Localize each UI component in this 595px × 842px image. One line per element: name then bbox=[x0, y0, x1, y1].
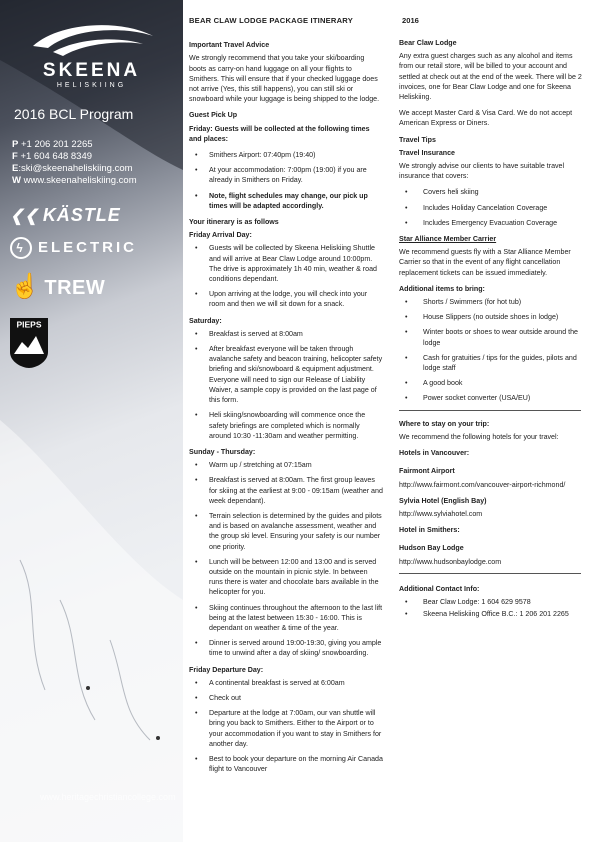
list-item: • Terrain selection is determined by the guides and pilots and is based on avalanche assessment, weather and the group ski level. Ensuring your safety is our number one priority. bbox=[189, 511, 383, 552]
skeena-logo-icon bbox=[28, 18, 158, 58]
itinerary-column bbox=[189, 16, 383, 780]
list-item: • Winter boots or shoes to wear outside around the lodge bbox=[399, 327, 583, 347]
insurance-text: We strongly advise our clients to have suitable travel insurance that covers: bbox=[399, 162, 565, 181]
departure-list bbox=[189, 678, 383, 775]
stay-text: We recommend the following hotels for your travel: bbox=[399, 432, 559, 441]
hotel-smithers-heading: Hotel in Smithers: bbox=[399, 526, 460, 535]
divider bbox=[399, 573, 581, 574]
list-item: • Heli skiing/snowboarding will commence once the safety briefings are completed which is normally around 10:30 -11:30am and weather permitting. bbox=[189, 410, 383, 441]
sylvia-name: Sylvia Hotel (English Bay) bbox=[399, 496, 487, 505]
travel-advice-text: We strongly recommend that you take your ski/boarding boots as carry-on hand luggage on all your flights to Smithers. This will ensure that if your checked luggage does not arrive (Yes, this still happens), you can still ski or snowboard while your luggage is being shipped to the lodge. bbox=[189, 54, 380, 104]
watermark-text: www.heritagechristiancollege.com bbox=[40, 792, 176, 802]
list-item: • Best to book your departure on the morning Air Canada flight to Vancouver bbox=[189, 754, 383, 774]
list-item: • House Slippers (no outside shoes in lodge) bbox=[399, 312, 583, 322]
friday-arrival-heading: Friday Arrival Day: bbox=[189, 231, 252, 240]
trew-logo: ☝ TREW bbox=[10, 273, 106, 300]
itinerary-heading: Your itinerary is as follows bbox=[189, 218, 279, 227]
friday-arrival-list bbox=[189, 243, 383, 309]
list-item: • Cash for gratuities / tips for the guides, pilots and lodge staff bbox=[399, 353, 583, 373]
contact-heading: Additional Contact Info: bbox=[399, 584, 480, 593]
bring-items-heading: Additional items to bring: bbox=[399, 284, 485, 293]
list-item: • Skeena Heliskiing Office B.C.: 1 206 201 2265 bbox=[399, 609, 583, 619]
list-item: • A good book bbox=[399, 378, 583, 388]
lodge-charges-text: Any extra guest charges such as any alcohol and items from our retail store, will be billed to your account and settled at check out at the end of the week. There will be 2 invoices, one for Bear Claw Lodge and one for Skeena Heliskiing. bbox=[399, 52, 582, 102]
pickup-list bbox=[189, 150, 383, 211]
hudson-link[interactable]: http://www.hudsonbaylodge.com bbox=[399, 557, 502, 566]
cards-text: We accept Master Card & Visa Card. We do not accept American Express or Diners. bbox=[399, 109, 573, 128]
svg-text:PIEPS: PIEPS bbox=[16, 319, 42, 330]
email-line[interactable]: E:ski@skeenaheliskiing.com bbox=[12, 163, 133, 174]
saturday-heading: Saturday: bbox=[189, 316, 222, 325]
phone-line: P +1 206 201 2265 bbox=[12, 139, 93, 150]
list-item: • Smithers Airport: 07:40pm (19:40) bbox=[189, 150, 383, 160]
list-item: • At your accommodation: 7:00pm (19:00) if you are already in Smithers on Friday. bbox=[189, 165, 383, 185]
brand-subtitle: HELISKIING bbox=[56, 82, 127, 89]
list-item: • Power socket converter (USA/EU) bbox=[399, 393, 583, 403]
list-item: • Dinner is served around 19:00-19:30, giving you ample time to unwind after a day of skiing/ snowboarding. bbox=[189, 638, 383, 658]
info-column bbox=[399, 16, 583, 625]
sunday-thursday-heading: Sunday - Thursday: bbox=[189, 447, 256, 456]
fairmont-name: Fairmont Airport bbox=[399, 467, 455, 476]
star-alliance-text: We recommend guests fly with a Star Alliance Member Carrier so that in the event of any flight cancellation replacement tickets can be issued immediately. bbox=[399, 248, 571, 277]
sidebar-photo bbox=[0, 0, 183, 842]
list-item: • Breakfast is served at 8:00am bbox=[189, 329, 383, 339]
bolt-icon: ϟ bbox=[10, 237, 32, 259]
list-item: • Upon arriving at the lodge, you will check into your room and then we will sit down for a snack. bbox=[189, 289, 383, 309]
friday-pickup-text: Friday: Guests will be collected at the following times and places: bbox=[189, 124, 370, 143]
divider bbox=[399, 410, 581, 411]
hotels-vancouver-heading: Hotels in Vancouver: bbox=[399, 449, 470, 458]
travel-tips-heading: Travel Tips bbox=[399, 135, 436, 144]
website-line[interactable]: W www.skeenaheliskiing.com bbox=[12, 175, 137, 186]
star-alliance-heading: Star Alliance Member Carrier bbox=[399, 235, 497, 244]
guest-pickup-heading: Guest Pick Up bbox=[189, 111, 238, 120]
lodge-heading: Bear Claw Lodge bbox=[399, 39, 457, 47]
list-item: • After breakfast everyone will be taken through avalanche safety and beacon training, helicopter safety briefing and ski/snowboard & equipment adjustment. Everyone will need to sign our Release of Liability Waiver, a sample copy is provided on the last page of this form. bbox=[189, 344, 383, 405]
departure-heading: Friday Departure Day: bbox=[189, 665, 264, 674]
list-item: • Covers heli skiing bbox=[399, 187, 583, 197]
sylvia-link[interactable]: http://www.sylviahotel.com bbox=[399, 509, 483, 518]
hudson-name: Hudson Bay Lodge bbox=[399, 544, 464, 553]
list-item: • Shorts / Swimmers (for hot tub) bbox=[399, 297, 583, 307]
program-title: 2016 BCL Program bbox=[14, 106, 134, 122]
contact-list bbox=[399, 597, 583, 619]
list-item: • Includes Emergency Evacuation Coverage bbox=[399, 218, 583, 228]
list-item: • Departure at the lodge at 7:00am, our van shuttle will bring you back to Smithers. Either to the Airport or to your accommodation if you want to stay in Smithers for another day. bbox=[189, 708, 383, 749]
list-item: • Bear Claw Lodge: 1 604 629 9578 bbox=[399, 597, 583, 607]
list-item: • Breakfast is served at 8:00am. The first group leaves for skiing at the earliest at 9:00 - 09:15am (weather and week dependant). bbox=[189, 475, 383, 506]
snow-slope-graphic bbox=[0, 0, 183, 842]
fax-line: F +1 604 648 8349 bbox=[12, 151, 93, 162]
pieps-logo-icon bbox=[10, 318, 48, 368]
electric-logo: ϟ ELECTRIC bbox=[10, 237, 137, 259]
insurance-list bbox=[399, 187, 583, 228]
list-item: • Skiing continues throughout the afternoon to the last lift being at the latest between 15:30 - 16:00. This is dependant on weather & time of the year. bbox=[189, 603, 383, 634]
list-item: • A continental breakfast is served at 6:00am bbox=[189, 678, 383, 688]
list-item: • Check out bbox=[189, 693, 383, 703]
fairmont-link[interactable]: http://www.fairmont.com/vancouver-airport-richmond/ bbox=[399, 480, 566, 489]
list-item: • Warm up / stretching at 07:15am bbox=[189, 460, 383, 470]
page-title: BEAR CLAW LODGE PACKAGE ITINERARY bbox=[189, 16, 353, 25]
travel-insurance-heading: Travel Insurance bbox=[399, 148, 455, 157]
stay-heading: Where to stay on your trip: bbox=[399, 419, 490, 428]
list-item: • Note, flight schedules may change, our pick up times will be adapted accordingly. bbox=[189, 191, 383, 211]
saturday-list bbox=[189, 329, 383, 441]
header-year: 2016 bbox=[402, 16, 419, 25]
bring-items-list bbox=[399, 297, 583, 404]
sunday-thursday-list bbox=[189, 460, 383, 658]
thumb-icon: ☝ bbox=[10, 273, 41, 300]
travel-advice-heading: Important Travel Advice bbox=[189, 41, 270, 50]
list-item: • Includes Holiday Cancelation Coverage bbox=[399, 203, 583, 213]
kastle-logo: ❮❮ KÄSTLE bbox=[10, 205, 121, 225]
brand-name: SKEENA bbox=[42, 60, 141, 81]
list-item: • Guests will be collected by Skeena Heliskiing Shuttle and will arrive at Bear Claw Lodge around 10:00pm. The drive is approximately 1h 40 min, weather & road conditions dependant. bbox=[189, 243, 383, 284]
list-item: • Lunch will be between 12:00 and 13:00 and is served outside on the mountain in picnic style. In between runs there is water and chocolate bars available in the helicopter for you. bbox=[189, 557, 383, 598]
kastle-chevron-icon: ❮❮ bbox=[10, 208, 39, 225]
contact-block bbox=[12, 139, 137, 187]
